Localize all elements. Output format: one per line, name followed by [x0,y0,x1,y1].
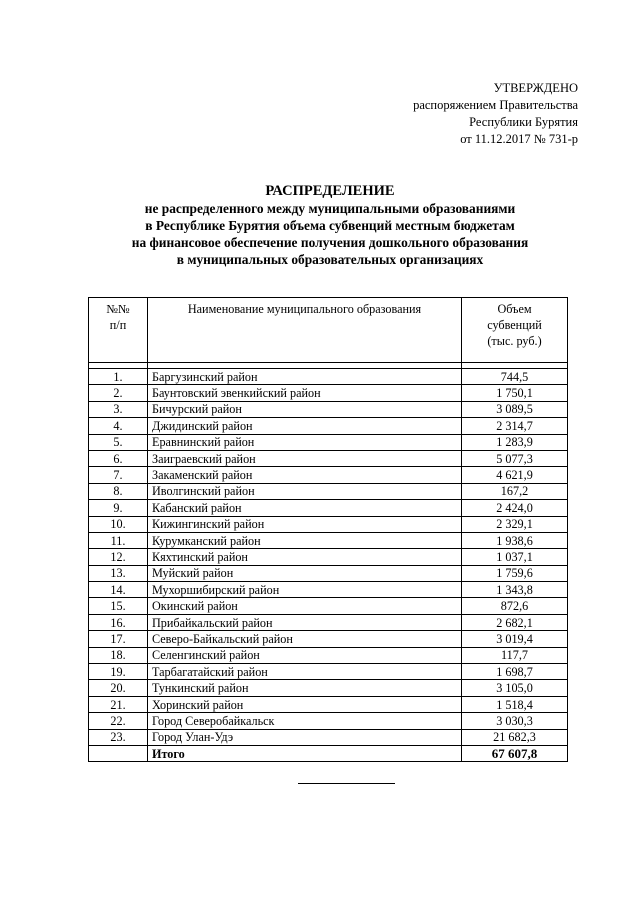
approval-republic: Республики Бурятия [469,115,578,129]
row-number: 6. [89,450,148,466]
row-name: Заиграевский район [148,450,462,466]
row-volume: 744,5 [462,369,568,385]
row-name: Селенгинский район [148,647,462,663]
row-name: Окинский район [148,598,462,614]
row-number: 23. [89,729,148,745]
table-body [89,363,568,746]
row-name: Баргузинский район [148,369,462,385]
table-row [89,647,568,663]
total-number-cell [89,745,148,761]
approval-authority: распоряжением Правительства [413,98,578,112]
row-volume: 1 037,1 [462,549,568,565]
row-volume: 1 698,7 [462,664,568,680]
row-name: Кабанский район [148,500,462,516]
title-line: в муниципальных образовательных организациях [176,252,484,267]
row-volume: 1 750,1 [462,385,568,401]
header-number-line: п/п [109,318,127,332]
table-row [89,401,568,417]
header-name: Наименование муниципального образования [148,298,462,363]
row-number: 16. [89,614,148,630]
row-name: Кижингинский район [148,516,462,532]
row-volume: 2 314,7 [462,418,568,434]
table-row [89,582,568,598]
row-volume: 21 682,3 [462,729,568,745]
row-number: 9. [89,500,148,516]
header-number-line: №№ [106,302,130,316]
row-number: 14. [89,582,148,598]
row-name: Северо-Байкальский район [148,631,462,647]
table-row [89,631,568,647]
table-row [89,614,568,630]
row-name: Мухоршибирский район [148,582,462,598]
title-main: РАСПРЕДЕЛЕНИЕ [265,183,395,199]
row-name: Курумканский район [148,532,462,548]
row-volume: 3 030,3 [462,713,568,729]
row-number: 17. [89,631,148,647]
table-row [89,565,568,581]
table-row [89,483,568,499]
title-line: в Республике Бурятия объема субвенций местным бюджетам [145,218,515,233]
row-volume: 167,2 [462,483,568,499]
row-volume: 4 621,9 [462,467,568,483]
row-number: 13. [89,565,148,581]
header-volume [462,298,568,363]
total-row [89,745,568,761]
document-title [60,183,600,268]
row-volume: 3 019,4 [462,631,568,647]
table-row [89,680,568,696]
row-name: Еравнинский район [148,434,462,450]
title-line: на финансовое обеспечение получения дошкольного образования [131,235,529,250]
row-number: 2. [89,385,148,401]
table-header-row [89,298,568,363]
table-row [89,500,568,516]
row-name: Муйский район [148,565,462,581]
row-number: 1. [89,369,148,385]
row-number: 22. [89,713,148,729]
row-number: 20. [89,680,148,696]
row-number: 12. [89,549,148,565]
row-volume: 3 089,5 [462,401,568,417]
row-name: Город Улан-Удэ [148,729,462,745]
row-name: Прибайкальский район [148,614,462,630]
approval-block [413,80,578,148]
row-name: Кяхтинский район [148,549,462,565]
header-volume-line: (тыс. руб.) [487,334,542,348]
table-row [89,729,568,745]
row-volume: 5 077,3 [462,450,568,466]
table-row [89,369,568,385]
row-number: 8. [89,483,148,499]
row-name: Тарбагатайский район [148,664,462,680]
row-volume: 1 759,6 [462,565,568,581]
row-name: Бичурский район [148,401,462,417]
row-number: 11. [89,532,148,548]
row-volume: 3 105,0 [462,680,568,696]
approval-date-number: от 11.12.2017 № 731-р [460,132,578,146]
row-number: 18. [89,647,148,663]
row-number: 19. [89,664,148,680]
row-name: Джидинский район [148,418,462,434]
total-volume: 67 607,8 [462,745,568,761]
row-number: 21. [89,696,148,712]
table-row [89,532,568,548]
row-volume: 1 283,9 [462,434,568,450]
total-label: Итого [148,745,462,761]
table-row [89,713,568,729]
row-name: Город Северобайкальск [148,713,462,729]
title-line: не распределенного между муниципальными образованиями [144,201,516,216]
row-name: Иволгинский район [148,483,462,499]
row-volume: 2 329,1 [462,516,568,532]
table-row [89,598,568,614]
header-volume-line: Объем [497,302,532,316]
table-row [89,516,568,532]
row-name: Закаменский район [148,467,462,483]
table-row [89,418,568,434]
row-number: 15. [89,598,148,614]
row-volume: 1 938,6 [462,532,568,548]
row-name: Тункинский район [148,680,462,696]
row-name: Баунтовский эвенкийский район [148,385,462,401]
row-number: 3. [89,401,148,417]
table-row [89,434,568,450]
row-name: Хоринский район [148,696,462,712]
row-volume: 872,6 [462,598,568,614]
row-number: 7. [89,467,148,483]
row-volume: 2 682,1 [462,614,568,630]
row-volume: 1 518,4 [462,696,568,712]
row-number: 4. [89,418,148,434]
distribution-table [88,297,568,762]
row-number: 10. [89,516,148,532]
row-volume: 117,7 [462,647,568,663]
table-row [89,450,568,466]
table-row [89,696,568,712]
table-row [89,664,568,680]
signature-divider [298,783,395,784]
table-row [89,549,568,565]
row-volume: 2 424,0 [462,500,568,516]
header-number [89,298,148,363]
header-volume-line: субвенций [487,318,542,332]
row-volume: 1 343,8 [462,582,568,598]
approval-heading: УТВЕРЖДЕНО [493,81,578,95]
row-number: 5. [89,434,148,450]
table-row [89,385,568,401]
table-row [89,467,568,483]
